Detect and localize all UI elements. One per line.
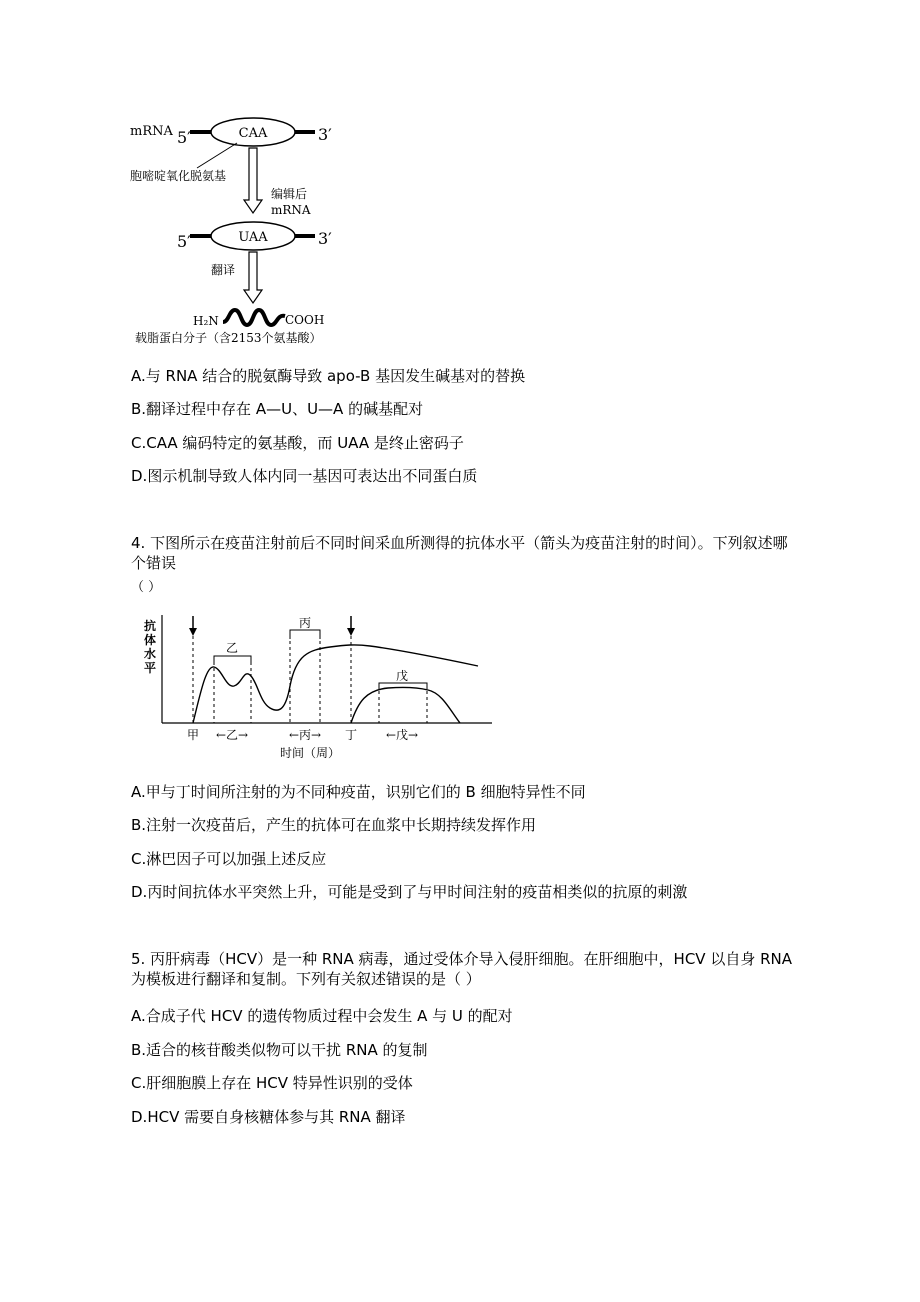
mrna-editing-diagram bbox=[125, 110, 365, 350]
y-axis-label-char: 平 bbox=[144, 661, 157, 675]
q4-option-b: B.注射一次疫苗后，产生的抗体可在血浆中长期持续发挥作用 bbox=[131, 816, 537, 834]
five-prime-top: 5′ bbox=[177, 128, 191, 147]
q5-stem: 5. 丙肝病毒（HCV）是一种 RNA 病毒，通过受体介导入侵肝细胞。在肝细胞中，HCV 以自身 RNA 为模板进行翻译和复制。下列有关叙述错误的是（ ） bbox=[131, 950, 792, 988]
q3-option-a: A.与 RNA 结合的脱氨酶导致 apo-B 基因发生碱基对的替换 bbox=[131, 367, 526, 385]
three-prime-bottom: 3′ bbox=[318, 229, 332, 248]
x-axis-label: 时间（周） bbox=[279, 746, 341, 760]
edited-mrna-line1: 编辑后 bbox=[271, 187, 308, 201]
mark-yi: ←乙→ bbox=[215, 728, 249, 742]
edited-mrna-line2: mRNA bbox=[271, 203, 311, 217]
q5-option-a: A.合成子代 HCV 的遗传物质过程中会发生 A 与 U 的配对 bbox=[131, 1007, 513, 1025]
bracket-wu-label: 戊 bbox=[395, 669, 409, 683]
translation-label: 翻译 bbox=[211, 263, 236, 277]
bracket-bing bbox=[290, 630, 320, 639]
q3-option-b: B.翻译过程中存在 A—U、U—A 的碱基配对 bbox=[131, 400, 424, 418]
hollow-arrow-down-2 bbox=[244, 252, 262, 303]
codon-before: CAA bbox=[238, 126, 268, 141]
q4-option-a: A.甲与丁时间所注射的为不同种疫苗，识别它们的 B 细胞特异性不同 bbox=[131, 783, 586, 801]
codon-after: UAA bbox=[238, 230, 268, 245]
y-axis-label-char: 体 bbox=[144, 633, 157, 647]
injection-arrow-ding bbox=[347, 616, 355, 636]
q3-option-c: C.CAA 编码特定的氨基酸，而 UAA 是终止密码子 bbox=[131, 434, 464, 452]
q3-option-d: D.图示机制导致人体内同一基因可表达出不同蛋白质 bbox=[131, 467, 478, 485]
y-axis-label-char: 水 bbox=[144, 647, 157, 661]
mark-wu: ←戊→ bbox=[385, 728, 419, 742]
pointer-line bbox=[197, 143, 237, 168]
deamination-note: 胞嘧啶氧化脱氨基 bbox=[130, 169, 227, 183]
antibody-level-figure bbox=[140, 610, 500, 765]
q4-option-c: C.淋巴因子可以加强上述反应 bbox=[131, 850, 327, 868]
mrna-label: mRNA bbox=[130, 124, 173, 139]
mark-ding: 丁 bbox=[344, 728, 358, 742]
q4-stem: 4. 下图所示在疫苗注射前后不同时间采血所测得的抗体水平（箭头为疫苗注射的时间）。下列叙述哪个错误 bbox=[131, 534, 788, 572]
h2n-label: H₂N bbox=[193, 314, 219, 328]
antibody-curve-main bbox=[193, 645, 478, 723]
bracket-yi-label: 乙 bbox=[225, 641, 239, 655]
bracket-bing-label: 丙 bbox=[298, 616, 312, 630]
y-axis-label-char: 抗 bbox=[144, 619, 157, 633]
protein-chain bbox=[223, 310, 285, 325]
three-prime-top: 3′ bbox=[318, 125, 332, 144]
hollow-arrow-down-1 bbox=[244, 148, 262, 213]
antibody-curve-wu bbox=[351, 687, 460, 723]
q5-option-b: B.适合的核苷酸类似物可以干扰 RNA 的复制 bbox=[131, 1041, 428, 1059]
injection-arrow-jia bbox=[189, 616, 197, 636]
mark-jia: 甲 bbox=[186, 728, 200, 742]
cooh-label: COOH bbox=[285, 313, 325, 327]
q4-answer-paren: （ ） bbox=[131, 580, 162, 595]
protein-caption: 载脂蛋白分子（含2153个氨基酸） bbox=[135, 331, 322, 345]
y-axis-label bbox=[144, 618, 156, 675]
q4-option-d: D.丙时间抗体水平突然上升，可能是受到了与甲时间注射的疫苗相类似的抗原的刺激 bbox=[131, 883, 688, 901]
bracket-yi bbox=[214, 656, 251, 665]
five-prime-bottom: 5′ bbox=[177, 232, 191, 251]
q5-option-c: C.肝细胞膜上存在 HCV 特异性识别的受体 bbox=[131, 1074, 413, 1092]
mark-bing: ←丙→ bbox=[288, 728, 322, 742]
q5-option-d: D.HCV 需要自身核糖体参与其 RNA 翻译 bbox=[131, 1108, 406, 1126]
